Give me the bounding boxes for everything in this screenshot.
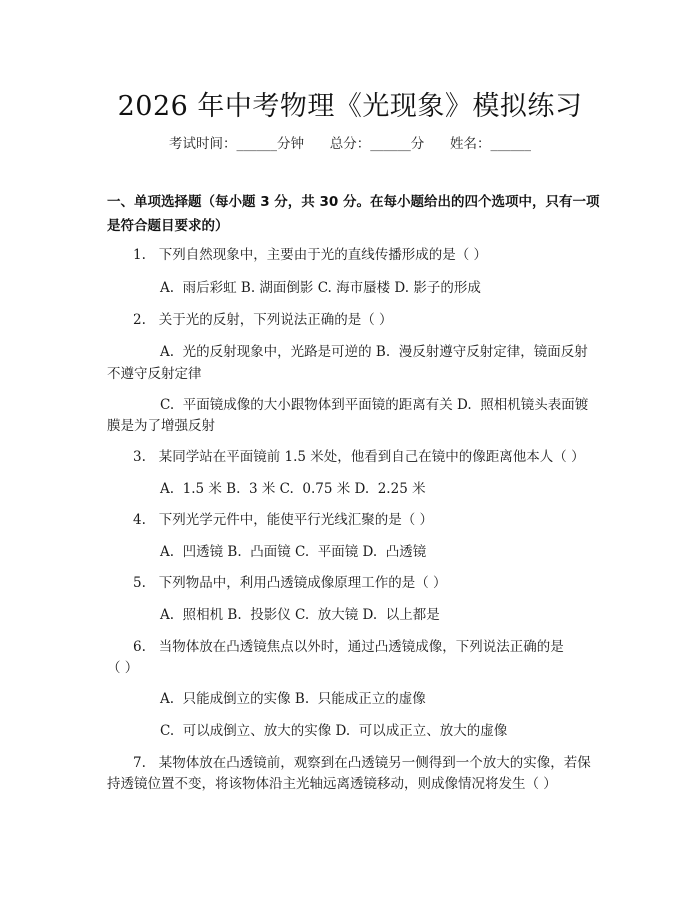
section-heading-line-1: 一、单项选择题（每小题 3 分，共 30 分。在每小题给出的四个选项中，只有一项 xyxy=(107,194,600,210)
question-6-stem-line-2: （ ） xyxy=(107,660,139,676)
section-heading-line-2: 是符合题目要求的） xyxy=(107,218,229,234)
question-2-stem: 2. 关于光的反射，下列说法正确的是（ ） xyxy=(133,312,393,328)
question-2-options-cd-line-2: 膜是为了增强反射 xyxy=(107,418,215,434)
section-heading xyxy=(107,190,612,238)
question-1-options: A. 雨后彩虹 B. 湖面倒影 C. 海市蜃楼 D. 影子的形成 xyxy=(160,280,481,296)
question-3-options: A. 1.5 米 B. 3 米 C. 0.75 米 D. 2.25 米 xyxy=(160,481,426,497)
question-6-stem-line-1: 6. 当物体放在凸透镜焦点以外时，通过凸透镜成像，下列说法正确的是 xyxy=(133,639,564,655)
question-7-stem-line-1: 7. 某物体放在凸透镜前，观察到在凸透镜另一侧得到一个放大的实像，若保 xyxy=(133,755,591,771)
question-4-options: A. 凹透镜 B. 凸面镜 C. 平面镜 D. 凸透镜 xyxy=(160,544,427,560)
question-1-stem: 1. 下列自然现象中，主要由于光的直线传播形成的是（ ） xyxy=(133,247,488,263)
question-2-options-cd-line-1: C. 平面镜成像的大小跟物体到平面镜的距离有关 D. 照相机镜头表面镀 xyxy=(160,397,589,413)
exam-info-line: 考试时间：______分钟 总分：______分 姓名：______ xyxy=(169,136,531,152)
question-5-stem: 5. 下列物品中，利用凸透镜成像原理工作的是（ ） xyxy=(133,575,447,591)
question-4-stem: 4. 下列光学元件中，能使平行光线汇聚的是（ ） xyxy=(133,512,434,528)
question-6-options-ab: A. 只能成倒立的实像 B. 只能成正立的虚像 xyxy=(160,691,426,707)
question-2-options-ab-line-1: A. 光的反射现象中，光路是可逆的 B. 漫反射遵守反射定律，镜面反射 xyxy=(160,344,588,360)
question-2-options-ab-line-2: 不遵守反射定律 xyxy=(107,366,202,382)
question-6-options-cd: C. 可以成倒立、放大的实像 D. 可以成正立、放大的虚像 xyxy=(160,723,508,739)
question-3-stem: 3. 某同学站在平面镜前 1.5 米处，他看到自己在镜中的像距离他本人（ ） xyxy=(133,449,585,465)
page-title: 2026 年中考物理《光现象》模拟练习 xyxy=(117,91,583,122)
question-5-options: A. 照相机 B. 投影仪 C. 放大镜 D. 以上都是 xyxy=(160,607,440,623)
question-7-stem-line-2: 持透镜位置不变，将该物体沿主光轴远离透镜移动，则成像情况将发生（ ） xyxy=(107,776,557,792)
